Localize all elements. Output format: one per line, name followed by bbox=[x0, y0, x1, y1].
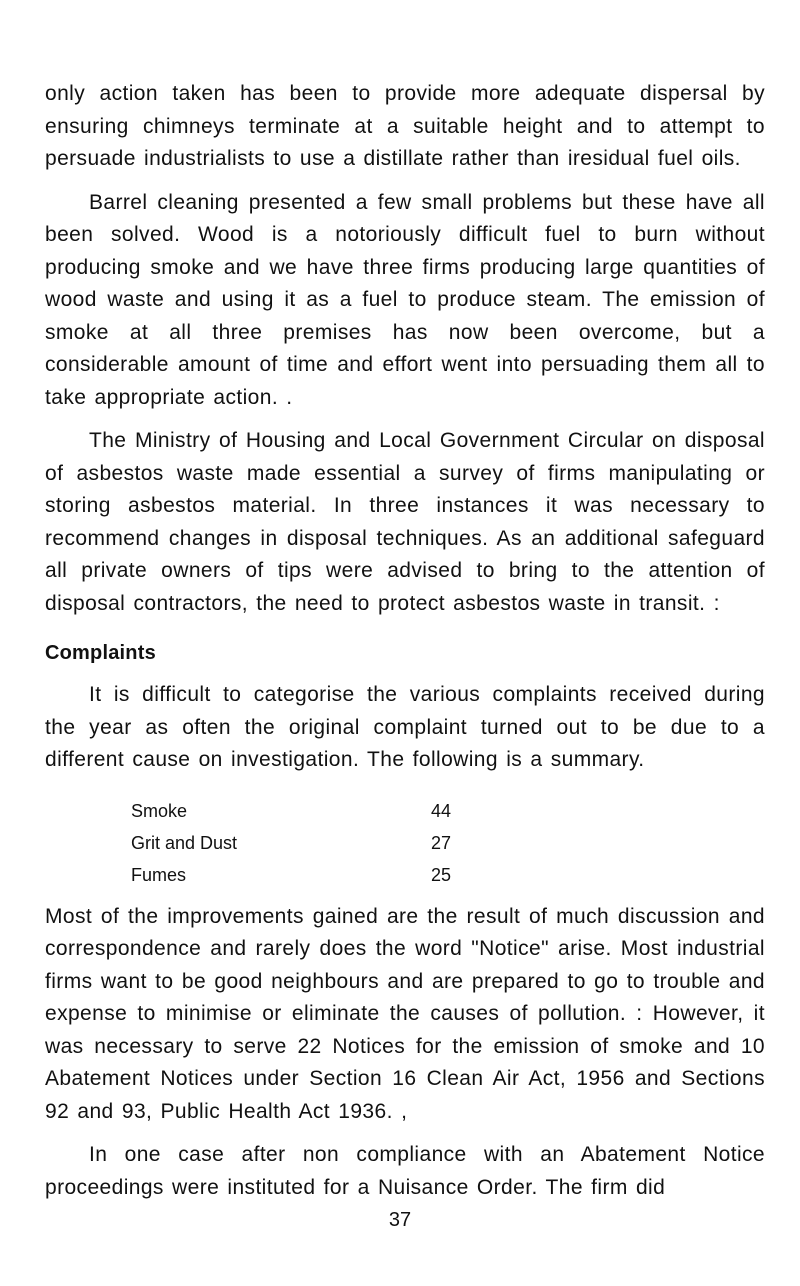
complaints-summary-table bbox=[131, 795, 471, 891]
summary-value: 27 bbox=[431, 832, 452, 853]
summary-value: 25 bbox=[431, 864, 452, 885]
summary-row-smoke bbox=[131, 795, 471, 827]
page-number: 37 bbox=[388, 1209, 412, 1231]
summary-row-fumes bbox=[131, 859, 471, 891]
summary-label: Smoke bbox=[131, 800, 188, 821]
summary-label: Fumes bbox=[131, 864, 187, 885]
paragraph-nuisance-order: In one case after non compliance with an Abatement Notice proceedings were instituted for a Nuisance Order. The firm did bbox=[45, 1143, 765, 1199]
paragraph-barrel-cleaning: Barrel cleaning presented a few small problems but these have all been solved. Wood is a notoriously difficult fuel to burn without producing smoke and we have three firms producing large quantities of wood waste and using it as a fuel to produce steam. The emission of smoke at all three premises has now been overcome, but a considerable amount of time and effort went into persuading them all to take appropriate action. . bbox=[45, 190, 765, 409]
paragraph-improvements: Most of the improvements gained are the result of much discussion and correspondence and rarely does the word "Notice" arise. Most industrial firms want to be good neighbours and are prepared to go to trouble and expense to minimise or eliminate the causes of pollution. : However, it was necessary to serve 22 Notices for the emission of smoke and 10 Abatement Notices under Section 16 Clean Air Act, 1956 and Sections 92 and 93, Public Health Act 1936. , bbox=[45, 904, 765, 1123]
paragraph-dispersal: only action taken has been to provide more adequate dispersal by ensuring chimneys terminate at a suitable height and to attempt to persuade industrialists to use a distillate rather than iresidual fuel oils. bbox=[45, 82, 765, 170]
document-page bbox=[45, 78, 765, 1204]
paragraph-complaints-intro: It is difficult to categorise the various complaints received during the year as often the original complaint turned out to be due to a different cause on investigation. The following is a summary. bbox=[45, 683, 765, 771]
summary-row-grit-dust bbox=[131, 827, 471, 859]
summary-label: Grit and Dust bbox=[131, 832, 238, 853]
summary-value: 44 bbox=[431, 800, 452, 821]
paragraph-asbestos: The Ministry of Housing and Local Government Circular on disposal of asbestos waste made essential a survey of firms manipulating or storing asbestos material. In three instances it was necessary to recommend changes in disposal techniques. As an additional safeguard all private owners of tips were advised to bring to the attention of disposal contractors, the need to protect asbestos waste in transit. : bbox=[45, 429, 765, 615]
complaints-heading: Complaints bbox=[45, 642, 156, 664]
